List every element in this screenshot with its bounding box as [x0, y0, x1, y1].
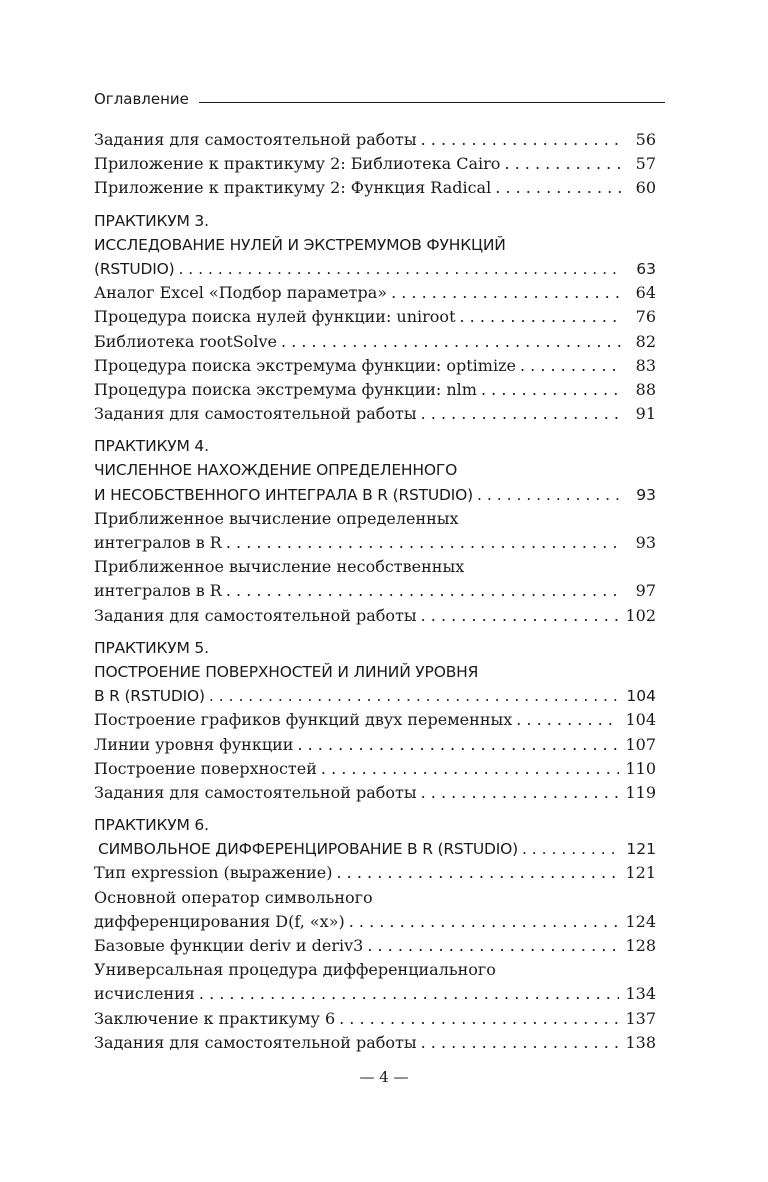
page-number: 134	[625, 984, 656, 1004]
toc-entry[interactable]: исчисления . . . 134	[94, 982, 656, 1006]
page-number: 137	[625, 1008, 656, 1028]
header-title: Оглавление	[94, 90, 189, 108]
running-header	[94, 86, 665, 108]
chapter-entry[interactable]: И НЕСОБСТВЕННОГО ИНТЕГРАЛА В R (RSTUDIO) . . . 93	[94, 483, 656, 507]
toc-entry[interactable]: Процедура поиска экстремума функции: optimize . . . 83	[94, 354, 656, 378]
chapter-heading: ПРАКТИКУМ 6.	[94, 816, 209, 835]
page-number: 121	[625, 863, 656, 883]
page-number: 82	[635, 331, 656, 351]
leader-dots	[337, 861, 620, 885]
page-number: 64	[635, 283, 656, 303]
toc-entry[interactable]: интегралов в R . . . 97	[94, 579, 656, 603]
leader-dots	[504, 152, 622, 176]
toc-entry[interactable]: Аналог Excel «Подбор параметра» . . . 64	[94, 281, 656, 305]
leader-dots	[349, 910, 620, 934]
toc-entry[interactable]: Построение поверхностей . . . 110	[94, 757, 656, 781]
toc-entry-line1[interactable]: Приближенное вычисление несобственных	[94, 557, 465, 577]
leader-dots	[226, 531, 622, 555]
leader-dots	[339, 1007, 619, 1031]
page-number: 138	[625, 1032, 656, 1052]
leader-dots	[391, 281, 622, 305]
leader-dots	[460, 305, 623, 329]
page-number: 93	[635, 533, 656, 552]
page-number: 102	[625, 605, 656, 625]
leader-dots	[516, 708, 619, 732]
page-number: 91	[635, 404, 656, 424]
page-number: 107	[625, 734, 656, 754]
toc-entry[interactable]: дифференцирования D(f, «x») . . . 124	[94, 910, 656, 934]
leader-dots	[520, 354, 622, 378]
toc-entry[interactable]: Задания для самостоятельной работы . . . 91	[94, 402, 656, 426]
leader-dots	[178, 257, 622, 281]
toc-entry[interactable]: Приложение к практикуму 2: Функция Radical . . . 60	[94, 176, 656, 200]
chapter-heading: ПРАКТИКУМ 3.	[94, 211, 209, 230]
leader-dots	[421, 402, 622, 426]
leader-dots	[199, 982, 620, 1006]
leader-dots	[297, 733, 619, 757]
leader-dots	[421, 128, 622, 152]
chapter-entry[interactable]: B R (RSTUDIO) . . . 104	[94, 684, 656, 708]
chapter-entry[interactable]: (RSTUDIO) . . . 63	[94, 257, 656, 281]
page-number: 104	[625, 710, 656, 730]
table-of-contents	[94, 128, 656, 1055]
chapter-heading: ЧИСЛЕННОЕ НАХОЖДЕНИЕ ОПРЕДЕЛЕННОГО	[94, 461, 458, 480]
toc-entry[interactable]: Базовые функции deriv и deriv3 . . . 128	[94, 934, 656, 958]
page-number: 63	[636, 259, 656, 278]
page-number: 110	[625, 758, 656, 778]
leader-dots	[477, 483, 622, 507]
page-number: 128	[625, 936, 656, 955]
page-number: 97	[635, 581, 656, 601]
toc-entry[interactable]: Задания для самостоятельной работы . . . 138	[94, 1031, 656, 1055]
chapter-heading: ПРАКТИКУМ 4.	[94, 437, 209, 456]
chapter-entry[interactable]: СИМВОЛЬНОЕ ДИФФЕРЕНЦИРОВАНИЕ В R (RSTUDIO) . . . 121	[94, 837, 656, 861]
leader-dots	[209, 684, 621, 708]
page-number: 124	[625, 911, 656, 931]
leader-dots	[421, 604, 620, 628]
toc-entry-line1[interactable]: Приближенное вычисление определенных	[94, 508, 459, 528]
toc-entry[interactable]: Задания для самостоятельной работы . . . 119	[94, 781, 656, 805]
page-number: 56	[635, 130, 656, 149]
leader-dots	[367, 934, 619, 958]
page-number: 76	[635, 307, 656, 327]
leader-dots	[481, 378, 622, 402]
page-number: 93	[636, 485, 656, 504]
toc-entry[interactable]: Задания для самостоятельной работы . . . 56	[94, 128, 656, 152]
toc-entry[interactable]: Процедура поиска экстремума функции: nlm . . . 88	[94, 378, 656, 402]
toc-entry-line1[interactable]: Универсальная процедура дифференциального	[94, 960, 496, 980]
leader-dots	[321, 757, 620, 781]
leader-dots	[522, 837, 620, 861]
toc-entry[interactable]: Построение графиков функций двух переменных . . . 104	[94, 708, 656, 732]
toc-entry[interactable]: Приложение к практикуму 2: Библиотека Cairo . . . 57	[94, 152, 656, 176]
header-rule	[199, 102, 665, 103]
leader-dots	[495, 176, 622, 200]
leader-dots	[281, 330, 622, 354]
toc-entry[interactable]: Библиотека rootSolve . . . 82	[94, 330, 656, 354]
page-number: 57	[635, 154, 656, 174]
toc-entry[interactable]: Процедура поиска нулей функции: uniroot . . . 76	[94, 305, 656, 329]
toc-entry[interactable]: Линии уровня функции . . . 107	[94, 733, 656, 757]
toc-entry[interactable]: Тип expression (выражение) . . . 121	[94, 861, 656, 885]
leader-dots	[421, 781, 620, 805]
page-number: 60	[635, 178, 656, 198]
leader-dots	[421, 1031, 620, 1055]
leader-dots	[226, 579, 622, 603]
chapter-heading: ИССЛЕДОВАНИЕ НУЛЕЙ И ЭКСТРЕМУМОВ ФУНКЦИЙ	[94, 235, 506, 254]
toc-entry-line1[interactable]: Основной оператор символьного	[94, 887, 373, 907]
page-number: 83	[635, 355, 656, 375]
chapter-heading: ПРАКТИКУМ 5.	[94, 638, 209, 657]
page-number: 119	[625, 782, 656, 802]
chapter-heading: ПОСТРОЕНИЕ ПОВЕРХНОСТЕЙ И ЛИНИЙ УРОВНЯ	[94, 662, 479, 681]
toc-entry[interactable]: интегралов в R . . . 93	[94, 531, 656, 555]
toc-entry[interactable]: Заключение к практикуму 6 . . . 137	[94, 1007, 656, 1031]
page-number: 88	[635, 379, 656, 399]
toc-entry[interactable]: Задания для самостоятельной работы . . . 102	[94, 604, 656, 628]
page-number: 121	[626, 840, 656, 859]
page-number: 104	[626, 687, 656, 706]
page-footer-number: — 4 —	[359, 1068, 409, 1086]
